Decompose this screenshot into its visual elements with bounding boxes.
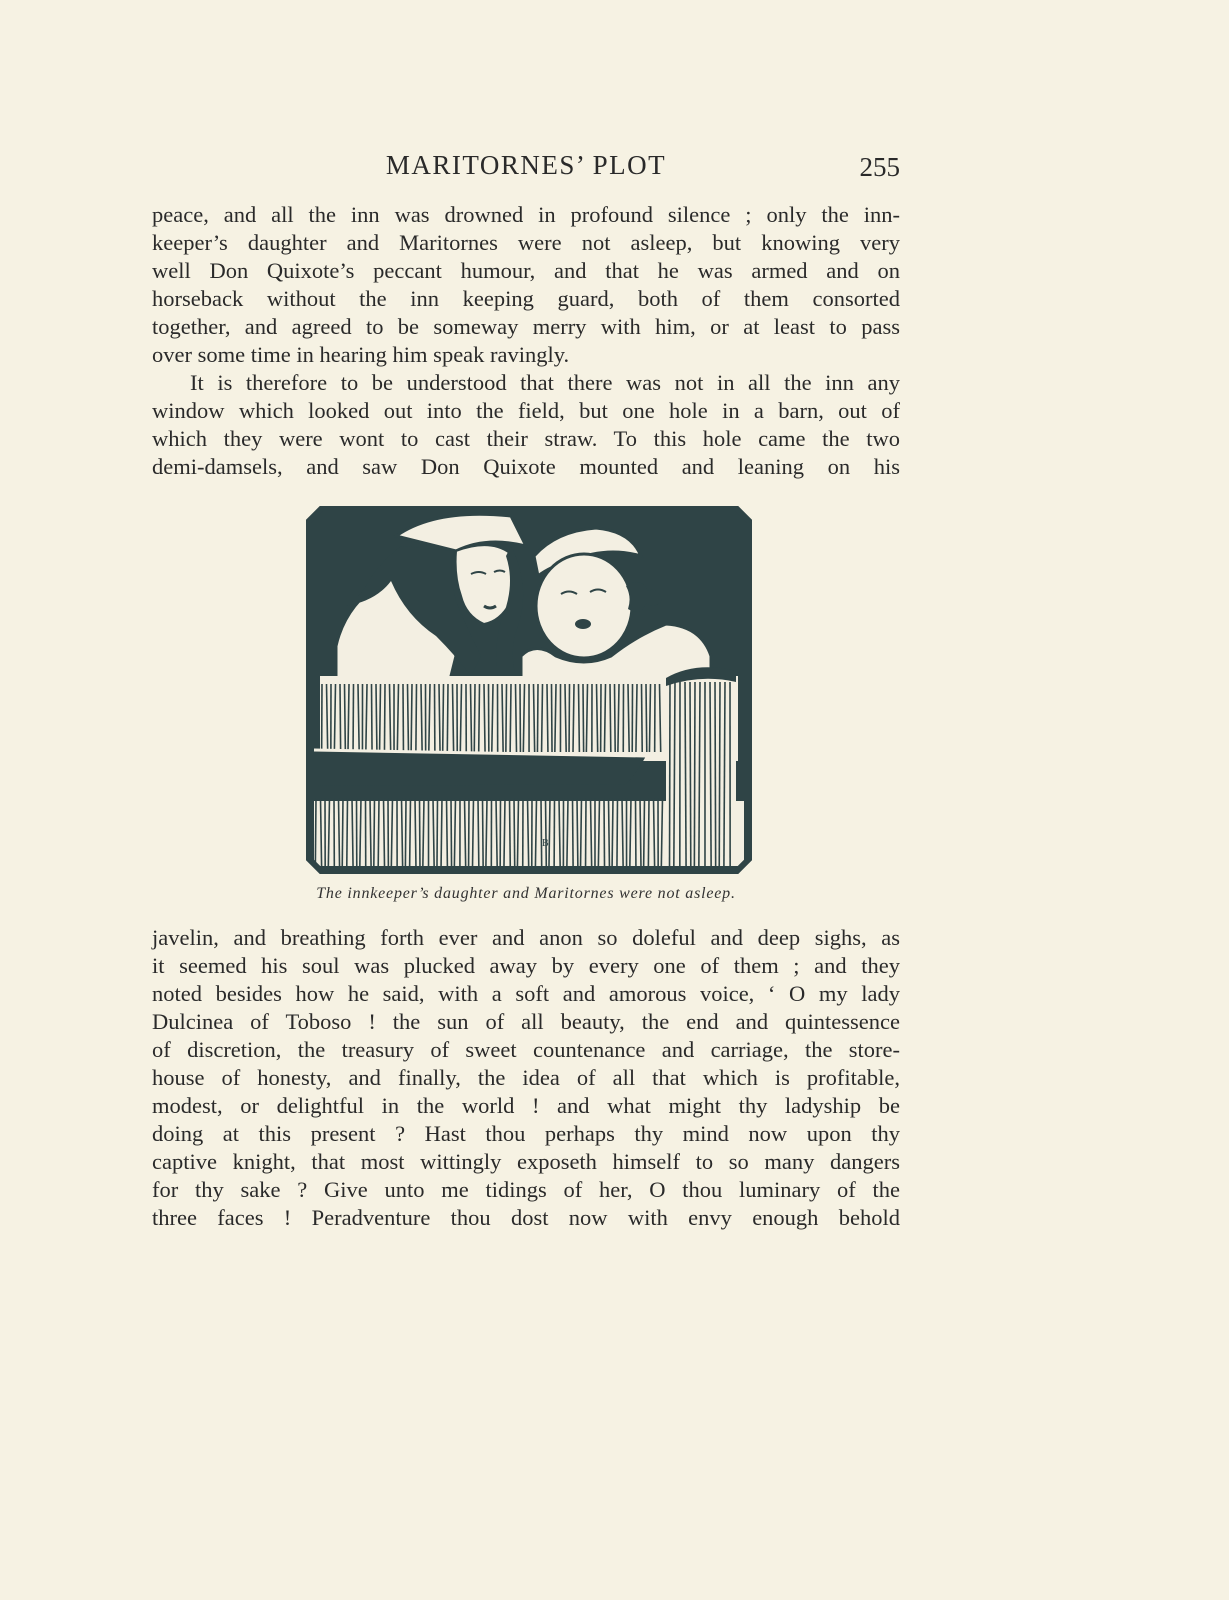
plank-hatch-line: [654, 798, 655, 868]
text-line: captive knight, that most wittingly exposeth himself to so many dangers: [152, 1149, 900, 1174]
plank-hatch-line: [604, 684, 605, 752]
plank-hatch-line: [612, 798, 613, 868]
text-line: horseback without the inn keeping guard, both of them consorted: [152, 286, 900, 311]
plank-hatch-line: [510, 684, 511, 752]
plank-hatch-line: [506, 684, 507, 752]
plank-hatch-line: [352, 798, 353, 868]
plank-hatch-line: [547, 684, 548, 752]
text-line: over some time in hearing him speak ravingly.: [152, 342, 570, 367]
body-text-top: [152, 201, 900, 481]
plank-hatch-line: [586, 684, 587, 752]
plank-hatch-line: [437, 798, 438, 868]
chapter-title: MARITORNES’ PLOT: [385, 150, 667, 180]
plank-hatch-line: [502, 684, 503, 752]
plank-hatch-line: [617, 798, 618, 868]
plank-hatch-line: [342, 798, 343, 868]
plank-hatch-line: [694, 682, 695, 868]
plank-hatch-line: [439, 684, 440, 752]
text-line: for thy sake ? Give unto me tidings of her, O thou luminary of the: [152, 1177, 900, 1202]
plank-hatch-line: [604, 798, 605, 868]
plank-hatch-line: [514, 798, 515, 868]
plank-hatch-line: [579, 684, 580, 752]
paragraph: [152, 201, 900, 369]
plank-hatch-line: [474, 684, 475, 752]
plank-hatch-line: [472, 798, 473, 868]
plank-hatch-line: [334, 684, 335, 752]
plank-hatch-line: [715, 682, 716, 868]
plank-hatch-line: [537, 684, 538, 752]
plank-hatch-line: [370, 798, 371, 868]
plank-hatch-line: [719, 682, 720, 868]
plank-hatch-line: [421, 684, 422, 752]
plank-hatch-line: [384, 798, 385, 868]
text-line: javelin, and breathing forth ever and anon so doleful and deep sighs, as: [152, 925, 900, 950]
running-head: [152, 150, 900, 190]
plank-hatch-line: [443, 684, 444, 752]
text-line: of discretion, the treasury of sweet countenance and carriage, the store-: [152, 1037, 900, 1062]
plank-hatch-line: [348, 684, 349, 752]
plank-hatch-line: [724, 682, 725, 868]
plank-hatch-line: [321, 798, 322, 868]
plank-hatch-line: [378, 798, 379, 868]
plank-hatch-line: [374, 798, 375, 868]
woodcut-illustration: [306, 506, 752, 874]
plank-hatch-line: [376, 684, 377, 752]
plank-hatch-line: [340, 684, 341, 752]
plank-hatch-line: [451, 798, 452, 868]
plank-hatch-line: [644, 798, 645, 868]
plank-hatch-line: [581, 798, 582, 868]
plank-hatch-line: [384, 684, 385, 752]
text-line: it seemed his soul was plucked away by every one of them ; and they: [152, 953, 900, 978]
plank-hatch-line: [649, 684, 650, 752]
text-line: doing at this present ? Hast thou perhaps thy mind now upon thy: [152, 1121, 900, 1146]
plank-hatch-line: [609, 798, 610, 868]
plank-hatch-line: [345, 684, 346, 752]
plank-hatch-line: [567, 798, 568, 868]
plank-hatch-line: [517, 798, 518, 868]
plank-hatch-line: [415, 798, 416, 868]
text-line: modest, or delightful in the world ! and what might thy ladyship be: [152, 1093, 900, 1118]
plank-hatch-line: [573, 684, 574, 752]
plank-hatch-line: [573, 798, 574, 868]
plank-hatch-line: [690, 682, 691, 868]
plank-hatch-line: [447, 684, 448, 752]
plank-hatch-line: [416, 684, 417, 752]
plank-hatch-line: [646, 684, 647, 752]
plank-hatch-line: [347, 798, 348, 868]
plank-hatch-line: [583, 684, 584, 752]
plank-hatch-line: [411, 684, 412, 752]
plank-hatch-line: [484, 684, 485, 752]
body-text-bottom: [152, 924, 900, 1232]
text-line: keeper’s daughter and Maritornes were not asleep, but knowing very: [152, 230, 900, 255]
plank-hatch-line: [486, 798, 487, 868]
text-line: noted besides how he said, with a soft and amorous voice, ‘ O my lady: [152, 981, 900, 1006]
plank-hatch-line: [640, 798, 641, 868]
plank-hatch-line: [410, 798, 411, 868]
plank-hatch-line: [535, 798, 536, 868]
plank-hatch-line: [516, 684, 517, 752]
plank-hatch-line: [447, 798, 448, 868]
plank-hatch-line: [610, 684, 611, 752]
plank-hatch-line: [541, 798, 542, 868]
plank-hatch-line: [483, 798, 484, 868]
text-line: peace, and all the inn was drowned in profound silence ; only the inn-: [152, 202, 900, 227]
plank-hatch-line: [479, 684, 480, 752]
plank-hatch-line: [510, 798, 511, 868]
illustration: [306, 506, 752, 874]
plank-hatch-line: [339, 798, 340, 868]
paragraph: [152, 369, 900, 481]
plank-hatch-line: [577, 798, 578, 868]
plank-hatch-line: [546, 798, 547, 868]
plank-hatch-line: [549, 798, 550, 868]
figure-caption: The innkeeper’s daughter and Maritornes were not asleep.: [316, 885, 736, 902]
text-line: Dulcinea of Toboso ! the sun of all beauty, the end and quintessence: [152, 1009, 900, 1034]
paragraph: [152, 924, 900, 1232]
page-number: 255: [859, 152, 900, 182]
plank-hatch-line: [478, 798, 479, 868]
plank-hatch-line: [636, 684, 637, 752]
plank-hatch-line: [542, 684, 543, 752]
text-line: It is therefore to be understood that there was not in all the inn any: [190, 370, 900, 395]
plank-hatch-line: [685, 682, 686, 868]
plank-hatch-line: [642, 684, 643, 752]
plank-hatch-line: [405, 798, 406, 868]
artist-monogram: B: [542, 838, 549, 849]
text-line: together, and agreed to be someway merry with him, or at least to pass: [152, 314, 900, 339]
plank-hatch-line: [380, 684, 381, 752]
text-line: demi-damsels, and saw Don Quixote mounted and leaning on his: [152, 454, 900, 479]
plank-hatch-line: [372, 684, 373, 752]
plank-hatch-line: [504, 798, 505, 868]
text-line: well Don Quixote’s peccant humour, and that he was armed and on: [152, 258, 900, 283]
plank-hatch-line: [441, 798, 442, 868]
plank-hatch-line: [618, 684, 619, 752]
text-line: house of honesty, and finally, the idea of all that which is profitable,: [152, 1065, 900, 1090]
plank-hatch-line: [615, 684, 616, 752]
plank-hatch-line: [402, 798, 403, 868]
plank-hatch-line: [552, 684, 553, 752]
text-line: window which looked out into the field, but one hole in a barn, out of: [152, 398, 900, 423]
plank-hatch-line: [453, 684, 454, 752]
plank-hatch-line: [408, 684, 409, 752]
text-line: three faces ! Peradventure thou dost now with envy enough behold: [152, 1205, 900, 1230]
text-line: which they were wont to cast their straw. To this hole came the two: [152, 426, 900, 451]
plank-hatch-line: [315, 798, 316, 868]
plank-hatch-line: [471, 684, 472, 752]
plank-hatch-line: [648, 798, 649, 868]
